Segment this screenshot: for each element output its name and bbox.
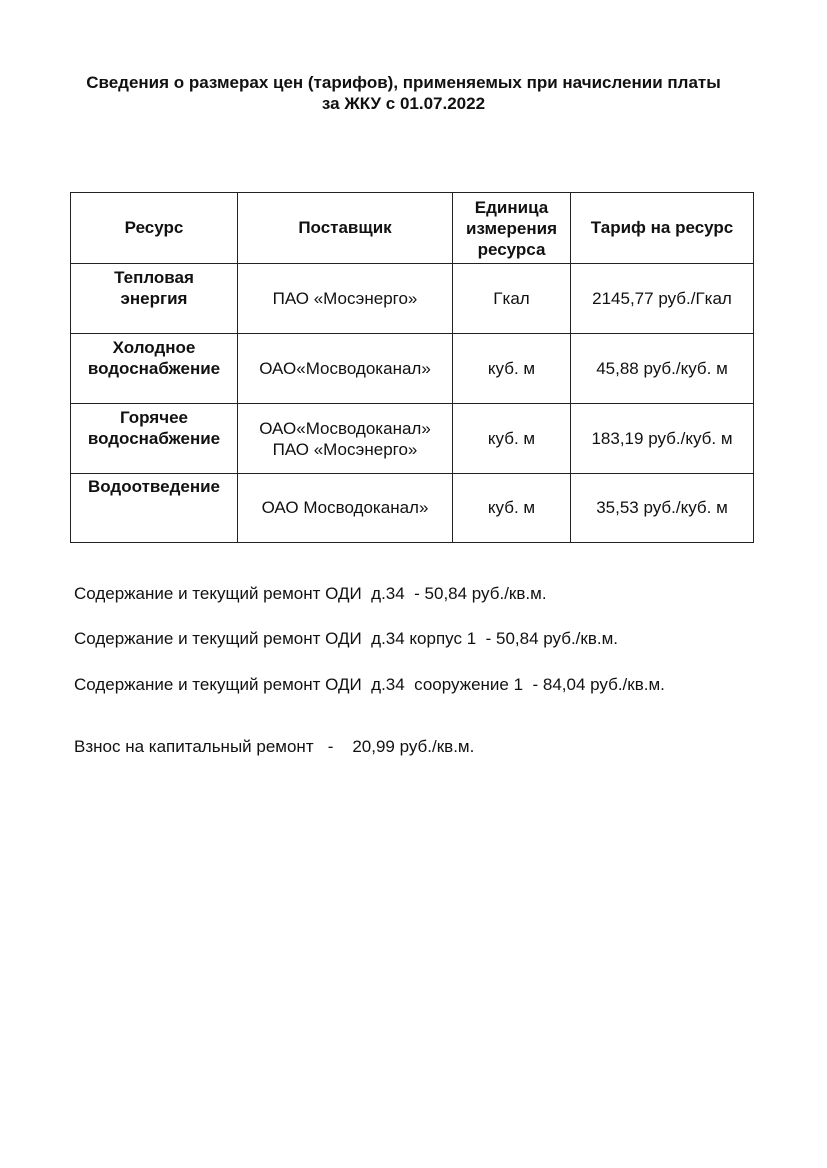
unit-cell: куб. м <box>453 474 571 543</box>
header-tariff: Тариф на ресурс <box>571 193 754 264</box>
supplier-line: ПАО «Мосэнерго» <box>272 439 418 459</box>
table-row <box>71 334 754 404</box>
title-line-2: за ЖКУ с 01.07.2022 <box>321 94 486 113</box>
resource-cell <box>71 404 238 474</box>
unit-cell: куб. м <box>453 404 571 474</box>
resource-line: Холодное <box>112 338 196 357</box>
table-row <box>71 264 754 334</box>
resource-cell <box>71 334 238 404</box>
tariff-cell: 183,19 руб./куб. м <box>571 404 754 474</box>
tariff-cell: 45,88 руб./куб. м <box>571 334 754 404</box>
resource-line: Тепловая <box>114 268 194 287</box>
supplier-line: ОАО«Мосводоканал» <box>259 418 431 438</box>
tariff-table <box>70 192 754 543</box>
supplier-cell: ОАО«Мосводоканал» <box>238 334 453 404</box>
supplier-cell <box>238 404 453 474</box>
table-row <box>71 404 754 474</box>
header-unit <box>453 193 571 264</box>
header-resource: Ресурс <box>71 193 238 264</box>
header-supplier: Поставщик <box>238 193 453 264</box>
tariff-cell: 2145,77 руб./Гкал <box>571 264 754 334</box>
resource-cell <box>71 264 238 334</box>
maintenance-note-building: Содержание и текущий ремонт ОДИ д.34 - 50,84 руб./кв.м. <box>74 584 547 603</box>
supplier-cell: ПАО «Мосэнерго» <box>238 264 453 334</box>
resource-line: Горячее <box>119 408 189 427</box>
unit-cell: Гкал <box>453 264 571 334</box>
capital-repair-note: Взнос на капитальный ремонт - 20,99 руб./кв.м. <box>74 737 475 756</box>
unit-cell: куб. м <box>453 334 571 404</box>
title-line-1: Сведения о размерах цен (тарифов), применяемых при начислении платы <box>86 73 721 92</box>
header-unit-line-1: Единица <box>474 197 549 217</box>
maintenance-note-structure: Содержание и текущий ремонт ОДИ д.34 сооружение 1 - 84,04 руб./кв.м. <box>74 675 665 694</box>
tariff-cell: 35,53 руб./куб. м <box>571 474 754 543</box>
table-row <box>71 474 754 543</box>
resource-line: водоснабжение <box>87 429 221 448</box>
header-unit-line-2: измерения <box>466 218 557 238</box>
header-unit-line-3: ресурса <box>477 239 546 259</box>
resource-line: энергия <box>120 289 188 308</box>
supplier-cell: ОАО Мосводоканал» <box>238 474 453 543</box>
resource-cell: Водоотведение <box>71 474 238 543</box>
maintenance-note-corpus: Содержание и текущий ремонт ОДИ д.34 корпус 1 - 50,84 руб./кв.м. <box>74 629 618 648</box>
document-title <box>20 72 787 114</box>
table-header-row <box>71 193 754 264</box>
resource-line: водоснабжение <box>87 359 221 378</box>
